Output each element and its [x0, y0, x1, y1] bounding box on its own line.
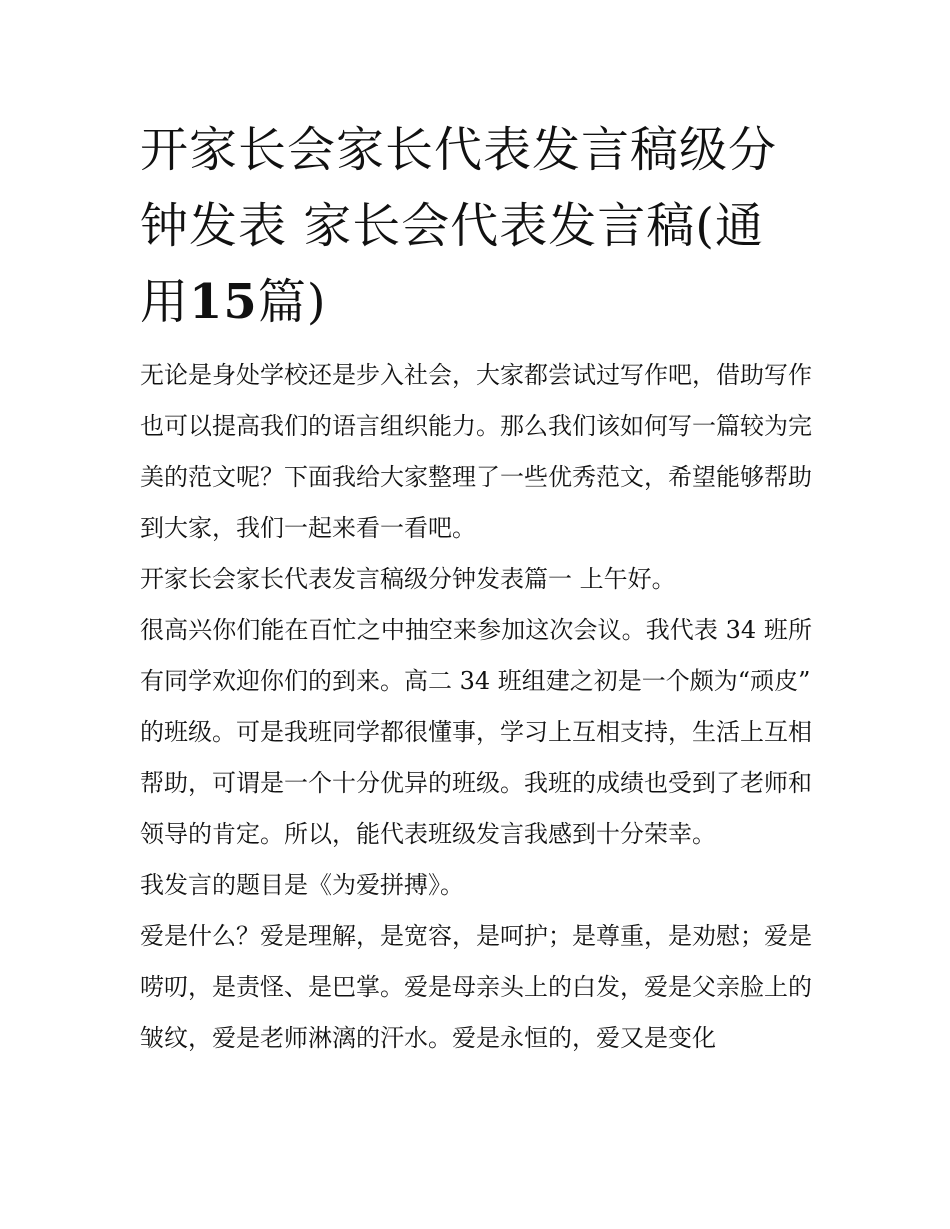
document-body — [140, 350, 812, 1064]
document-page — [140, 112, 812, 1064]
paragraph-welcome: 很高兴你们能在百忙之中抽空来参加这次会议。我代表 34 班所有同学欢迎你们的到来。高二 34 班组建之初是一个颇为“顽皮” — [140, 616, 812, 695]
paragraph-heading: 开家长会家长代表发言稿级分钟发表篇一 上午好。 — [140, 565, 676, 593]
title-text: 开家长会家长代表发言稿级分钟发表 家长会代表发言稿(通用 — [140, 122, 778, 330]
document-title — [140, 112, 812, 340]
paragraph-love: 爱是什么？爱是理解，是宽容，是呵护；是尊重，是劝慰；爱是唠叨，是责怪、是巴掌。爱是母亲头上的白发，爱是父亲脸上的皱纹，爱是老师淋漓的汗水。爱是永恒的，爱又是变化 — [140, 922, 812, 1052]
paragraph-topic: 我发言的题目是《为爱拼搏》。 — [140, 871, 464, 899]
paragraph-intro: 无论是身处学校还是步入社会，大家都尝试过写作吧，借助写作也可以提高我们的语言组织能力。那么我们该如何写一篇较为完美的范文呢？下面我给大家整理了一些优秀范文，希望能够帮助到大家，我们一起来看一看吧。 — [140, 361, 812, 542]
paragraph-class: 的班级。可是我班同学都很懂事，学习上互相支持，生活上互相帮助，可谓是一个十分优异的班级。我班的成绩也受到了老师和领导的肯定。所以，能代表班级发言我感到十分荣幸。 — [140, 718, 812, 848]
title-number: 15 — [189, 274, 258, 330]
title-suffix: 篇) — [257, 274, 327, 330]
